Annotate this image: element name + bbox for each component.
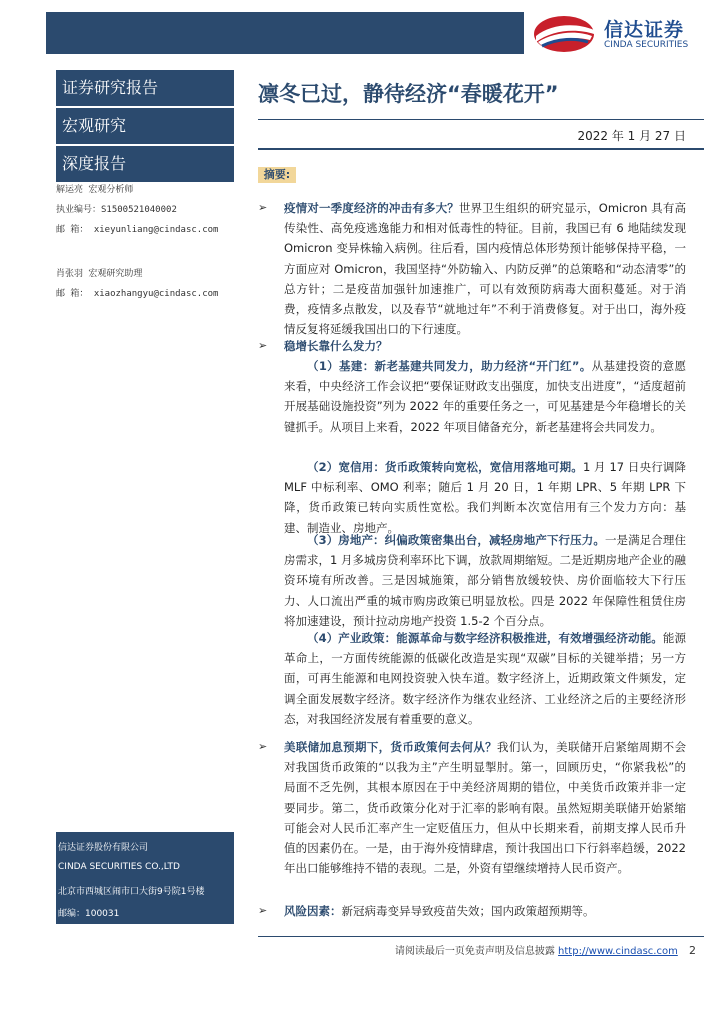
label-macro-research: 宏观研究 bbox=[56, 108, 234, 144]
company-info-box bbox=[56, 832, 234, 924]
growth-real-estate bbox=[284, 530, 686, 631]
logo-english-text: CINDA SECURITIES bbox=[604, 40, 689, 50]
bullet-icon: ➢ bbox=[258, 201, 268, 214]
growth-item-1-lead: 基建：新老基建共同发力，助力经济“开门红”。 bbox=[339, 359, 592, 373]
cinda-logo-icon bbox=[532, 14, 596, 54]
growth-item-4-text: 能源革命上，一方面传统能源的低碳化改造是实现“双碳”目标的关键举措；另一方面，可再生能源和电网投资驶入快车道。数字经济上，近期政策文件频发，定调全面发展数字经济。数字经济作为继农业经济、工业经济之后的主要经济形态，对我国经济发展有着重要的意义。 bbox=[284, 631, 686, 726]
growth-item-1-text: 从基建投资的意愿来看，中央经济工作会议把“要保证财政支出强度，加快支出进度”，“适度超前开展基础设施投资”列为 2022 年的重要任务之一，可见基建是今年稳增长的关键抓手。从项目上来看，2022 年项目储备充分，新老基建将会共同发力。 bbox=[284, 359, 686, 434]
company-postcode: 邮编：100031 bbox=[58, 909, 120, 919]
page-footer bbox=[395, 942, 696, 957]
report-title: 凛冬已过，静待经济“春暖花开” bbox=[258, 82, 559, 106]
growth-item-2-lead: 宽信用：货币政策转向宽松，宽信用落地可期。 bbox=[338, 460, 583, 474]
abstract-label: 摘要: bbox=[258, 167, 296, 183]
company-logo bbox=[532, 12, 712, 56]
sidebar bbox=[56, 70, 234, 922]
section-epidemic-text: 世界卫生组织的研究显示，Omicron 具有高传染性、高免疫逃逸能力和相对低毒性的特征。目前，我国已有 6 地陆续发现 Omicron 变异株输入病例。往后看，国内疫情总体形势预计能够保持平稳，一方面应对 Omicron，我国坚持“外防输入、内防反弹”的总策略和“动态清零”的总方针；二是疫苗加强针加速推广，可以有效预防病毒大面积蔓延。对于消费，疫情多点散发，以及春节“就地过年”不利于消费修复。对于出口，海外疫情反复将延缓我国出口的下行速度。 bbox=[284, 201, 686, 337]
section-growth-lead: 稳增长靠什么发力？ bbox=[284, 339, 388, 353]
section-risk bbox=[284, 901, 686, 921]
abstract-rule bbox=[258, 148, 704, 150]
title-rule bbox=[258, 119, 704, 120]
growth-industrial-policy bbox=[284, 628, 686, 729]
company-address: 北京市西城区闹市口大街9号院1号楼 bbox=[58, 887, 205, 897]
analyst-info-2 bbox=[56, 264, 234, 304]
growth-infrastructure bbox=[284, 356, 686, 437]
section-growth-heading bbox=[284, 336, 686, 356]
growth-item-1-num: （1） bbox=[307, 359, 340, 373]
growth-credit bbox=[284, 457, 686, 538]
growth-item-3-text: 一是满足合理住房需求，1 月多城房贷利率环比下调，放款周期缩短。二是近期房地产企业的融资环境有所改善。三是因城施策，部分销售放缓较快、房价面临较大下行压力、人口流出严重的城市购房政策已明显放松。四是 2022 年保障性租赁住房将加速建设，预计拉动房地产投资 1.5-2 个百分点。 bbox=[284, 533, 686, 628]
bullet-icon: ➢ bbox=[258, 904, 268, 917]
analyst-info-1 bbox=[56, 180, 234, 240]
disclaimer-text: 请阅读最后一页免责声明及信息披露 bbox=[394, 946, 555, 957]
bullet-icon: ➢ bbox=[258, 740, 268, 753]
page-number: 2 bbox=[689, 944, 696, 957]
analyst-1-email[interactable]: 邮 箱： xieyunliang@cindasc.com bbox=[56, 225, 219, 235]
company-name-en: CINDA SECURITIES CO.,LTD bbox=[58, 862, 180, 872]
header-bar bbox=[46, 12, 524, 52]
growth-item-3-num: （3） bbox=[307, 533, 339, 547]
footer-rule bbox=[258, 936, 704, 937]
growth-item-2-num: （2） bbox=[307, 460, 339, 474]
report-date: 2022 年 1 月 27 日 bbox=[577, 129, 686, 143]
section-monetary-policy bbox=[284, 737, 686, 878]
analyst-1-license: 执业编号：S1500521040002 bbox=[56, 205, 177, 215]
bullet-icon: ➢ bbox=[258, 339, 268, 352]
section-epidemic bbox=[284, 198, 686, 339]
growth-item-4-lead: 产业政策：能源革命与数字经济积极推进，有效增强经济动能。 bbox=[338, 631, 663, 645]
section-monetary-text: 我们认为，美联储开启紧缩周期不会对我国货币政策的“以我为主”产生明显掣肘。第一，回顾历史，“你紧我松”的局面不乏先例，其根本原因在于中美经济周期的错位，中美货币政策并非一定要同步。第二，货币政策分化对于汇率的影响有限。虽然短期美联储开始紧缩可能会对人民币汇率产生一定贬值压力，但从中长期来看，前期支撑人民币升值的因素仍在。一是，由于海外疫情肆虐，预计我国出口下行斜率趋缓，2022 年出口能够维持不错的表现。二是，外资有望继续增持人民币资产。 bbox=[284, 740, 686, 876]
growth-item-4-num: （4） bbox=[307, 631, 339, 645]
label-securities-research-report: 证券研究报告 bbox=[56, 70, 234, 106]
company-name: 信达证券股份有限公司 bbox=[58, 843, 149, 853]
section-risk-lead: 风险因素： bbox=[284, 904, 342, 918]
header-rule bbox=[46, 52, 524, 54]
section-risk-text: 新冠病毒变异导致疫苗失效；国内政策超预期等。 bbox=[341, 904, 595, 918]
analyst-1-name: 解运亮 宏观分析师 bbox=[56, 185, 134, 195]
analyst-2-email[interactable]: 邮 箱： xiaozhangyu@cindasc.com bbox=[56, 289, 219, 299]
section-monetary-lead: 美联储加息预期下，货币政策何去何从？ bbox=[284, 740, 497, 754]
website-link[interactable]: http://www.cindasc.com bbox=[558, 946, 678, 957]
analyst-2-name: 肖张羽 宏观研究助理 bbox=[56, 269, 143, 279]
growth-item-2-text: 1 月 17 日央行调降 MLF 中标利率、OMO 利率；随后 1 月 20 日，1 年期 LPR、5 年期 LPR 下降，货币政策已转向实质性宽松。我们判断本次宽信用有三个发力方向：基建、制造业、房地产。 bbox=[284, 460, 686, 535]
section-epidemic-lead: 疫情对一季度经济的冲击有多大？ bbox=[284, 201, 459, 215]
label-in-depth-report: 深度报告 bbox=[56, 146, 234, 182]
logo-chinese-text: 信达证券 bbox=[604, 19, 685, 41]
growth-item-3-lead: 房地产：纠偏政策密集出台，减轻房地产下行压力。 bbox=[338, 533, 605, 547]
